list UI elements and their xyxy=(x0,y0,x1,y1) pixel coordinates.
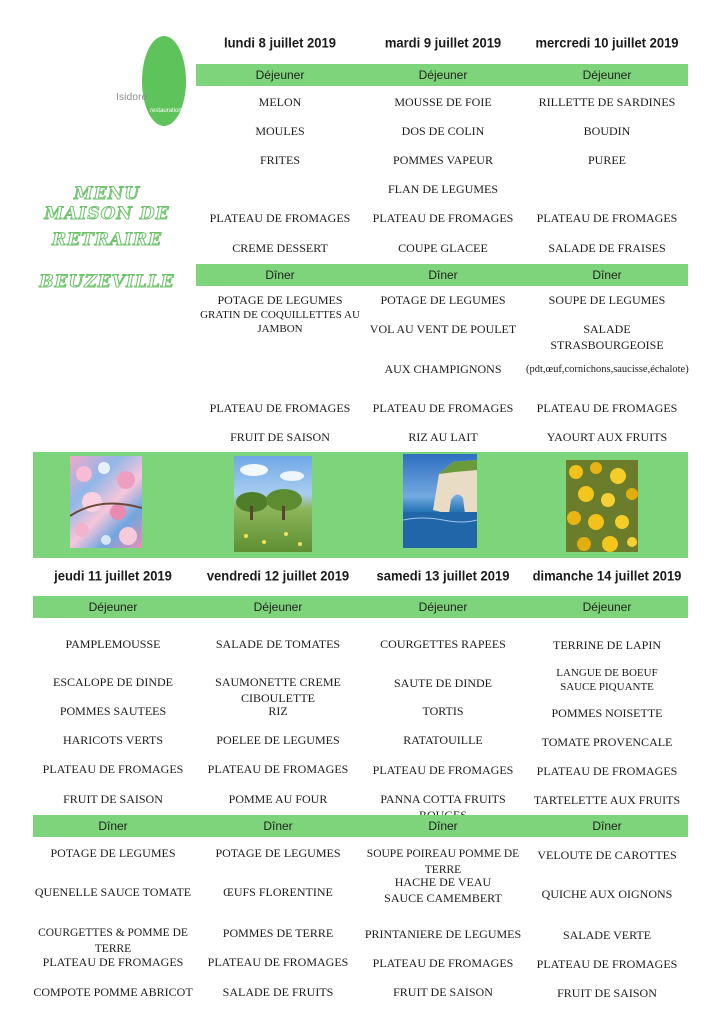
menu-item: QUENELLE SAUCE TOMATE xyxy=(34,885,192,899)
menu-item: RIZ AU LAIT xyxy=(408,430,478,444)
menu-item: FRITES xyxy=(259,153,300,167)
date-dimanche: dimanche 14 juillet 2019 xyxy=(532,567,682,584)
menu-item: PLATEAU DE FROMAGES xyxy=(207,762,349,776)
diner-label: Dîner xyxy=(592,268,622,282)
menu-item: COMPOTE POMME ABRICOT xyxy=(33,985,193,999)
menu-item: SOUPE POIREAU POMME DE TERRE xyxy=(366,848,520,876)
menu-item: PLATEAU DE FROMAGES xyxy=(536,764,678,778)
diner-label: Dîner xyxy=(263,819,293,833)
menu-item: FRUIT DE SAISON xyxy=(557,986,657,1000)
menu-item: POMMES VAPEUR xyxy=(393,153,493,167)
menu-item: SAUMONETTE CREME CIBOULETTE xyxy=(215,675,341,705)
menu-item: MELON xyxy=(258,95,302,109)
date-mercredi: mercredi 10 juillet 2019 xyxy=(535,34,679,51)
dejeuner-label: Déjeuner xyxy=(88,600,138,614)
menu-item: POTAGE DE LEGUMES xyxy=(217,293,343,307)
menu-item: MOULES xyxy=(255,124,305,138)
menu-item: SALADE DE FRAISES xyxy=(548,241,666,255)
menu-item: PLATEAU DE FROMAGES xyxy=(372,211,514,225)
menu-item: SAUTE DE DINDE xyxy=(394,676,492,690)
menu-item: SALADE VERTE xyxy=(562,928,652,942)
menu-item: (pdt,œuf,cornichons,saucisse,échalote) xyxy=(526,364,689,375)
logo-subtitle: restauration xyxy=(150,108,182,114)
diner-label: Dîner xyxy=(98,819,128,833)
menu-item: RIZ xyxy=(268,704,288,718)
date-vendredi: vendredi 12 juillet 2019 xyxy=(206,567,350,584)
menu-item: PLATEAU DE FROMAGES xyxy=(536,211,678,225)
cliff-sea-photo xyxy=(403,454,477,548)
menu-item: PANNA COTTA FRUITS xyxy=(380,792,506,806)
menu-item: PLATEAU DE FROMAGES xyxy=(209,401,351,415)
menu-item: POELEE DE LEGUMES xyxy=(216,733,340,747)
dejeuner-label: Déjeuner xyxy=(418,68,468,82)
title-line-1: MENU MAISON DE xyxy=(44,184,170,224)
menu-item: POTAGE DE LEGUMES xyxy=(50,846,176,860)
menu-item: PAMPLEMOUSSE xyxy=(65,637,161,651)
menu-item: YAOURT AUX FRUITS xyxy=(546,430,668,444)
menu-item: FRUIT DE SAISON xyxy=(63,792,163,806)
menu-item: FLAN DE LEGUMES xyxy=(388,182,498,196)
menu-item: ŒUFS FLORENTINE xyxy=(223,885,333,899)
diner-label: Dîner xyxy=(428,268,458,282)
menu-item: SALADE DE FRUITS xyxy=(222,985,334,999)
menu-item: FRUIT DE SAISON xyxy=(393,985,493,999)
menu-item: TORTIS xyxy=(422,704,464,718)
title-line-3: BEUZEVILLE xyxy=(39,272,175,292)
menu-item: PLATEAU DE FROMAGES xyxy=(536,401,678,415)
menu-item: PLATEAU DE FROMAGES xyxy=(42,955,184,969)
menu-item: VELOUTE DE CAROTTES xyxy=(537,848,677,862)
menu-item: RATATOUILLE xyxy=(403,733,483,747)
menu-item: TARTELETTE AUX FRUITS xyxy=(533,793,681,807)
orchard-meadow-photo xyxy=(234,456,312,552)
menu-item: LANGUE DE BOEUF SAUCE PIQUANTE xyxy=(556,667,658,693)
date-jeudi: jeudi 11 juillet 2019 xyxy=(54,567,172,584)
date-lundi: lundi 8 juillet 2019 xyxy=(224,34,336,51)
menu-item: POMMES DE TERRE xyxy=(222,926,334,940)
menu-item: POMMES NOISETTE xyxy=(551,706,663,720)
menu-item: SALADE DE TOMATES xyxy=(215,637,341,651)
menu-item: PLATEAU DE FROMAGES xyxy=(207,955,349,969)
cherry-blossom-photo xyxy=(70,456,142,548)
menu-item: MOUSSE DE FOIE xyxy=(394,95,492,109)
menu-item: HACHE DE VEAU SAUCE CAMEMBERT xyxy=(384,875,502,905)
menu-item: PLATEAU DE FROMAGES xyxy=(536,957,678,971)
diner-label: Dîner xyxy=(592,819,622,833)
menu-item: SALADE STRASBOURGEOISE xyxy=(550,322,664,352)
diner-label: Dîner xyxy=(428,819,458,833)
menu-item: PLATEAU DE FROMAGES xyxy=(209,211,351,225)
yellow-flowers-photo xyxy=(566,460,638,552)
title-line-2: RETRAIRE xyxy=(51,230,163,250)
menu-item: GRATIN DE COQUILLETTES AU JAMBON xyxy=(200,309,360,335)
menu-item: PLATEAU DE FROMAGES xyxy=(372,763,514,777)
menu-item: PUREE xyxy=(587,153,626,167)
menu-item: COUPE GLACEE xyxy=(398,241,488,255)
date-mardi: mardi 9 juillet 2019 xyxy=(384,34,502,51)
menu-item: VOL AU VENT DE POULET xyxy=(369,322,517,336)
menu-item: DOS DE COLIN xyxy=(401,124,485,138)
menu-item: FRUIT DE SAISON xyxy=(230,430,330,444)
menu-item: QUICHE AUX OIGNONS xyxy=(541,887,673,901)
dejeuner-label: Déjeuner xyxy=(418,600,468,614)
menu-item: COURGETTES & POMME DE TERRE xyxy=(38,927,188,955)
menu-item: PLATEAU DE FROMAGES xyxy=(372,956,514,970)
menu-item: ESCALOPE DE DINDE xyxy=(53,675,173,689)
menu-item: CREME DESSERT xyxy=(232,241,328,255)
menu-item: SOUPE DE LEGUMES xyxy=(548,293,666,307)
diner-label: Dîner xyxy=(265,268,295,282)
menu-item: BOUDIN xyxy=(583,124,631,138)
menu-item: RILLETTE DE SARDINES xyxy=(538,95,676,109)
menu-item: AUX CHAMPIGNONS xyxy=(384,362,502,376)
menu-item: HARICOTS VERTS xyxy=(62,733,164,747)
dejeuner-label: Déjeuner xyxy=(253,600,303,614)
dejeuner-label: Déjeuner xyxy=(255,68,305,82)
dejeuner-label: Déjeuner xyxy=(582,68,632,82)
date-samedi: samedi 13 juillet 2019 xyxy=(376,567,510,584)
dejeuner-label: Déjeuner xyxy=(582,600,632,614)
menu-item: POMMES SAUTEES xyxy=(59,704,167,718)
menu-item: POTAGE DE LEGUMES xyxy=(215,846,341,860)
menu-item: TERRINE DE LAPIN xyxy=(553,638,661,652)
logo-name: Isidore xyxy=(116,92,148,103)
menu-item: POTAGE DE LEGUMES xyxy=(380,293,506,307)
menu-item: PLATEAU DE FROMAGES xyxy=(372,401,514,415)
menu-item: POMME AU FOUR xyxy=(228,792,328,806)
menu-item: TOMATE PROVENCALE xyxy=(541,735,673,749)
menu-item: PRINTANIERE DE LEGUMES xyxy=(364,927,522,941)
menu-item: COURGETTES RAPEES xyxy=(380,637,506,651)
menu-item: PLATEAU DE FROMAGES xyxy=(42,762,184,776)
